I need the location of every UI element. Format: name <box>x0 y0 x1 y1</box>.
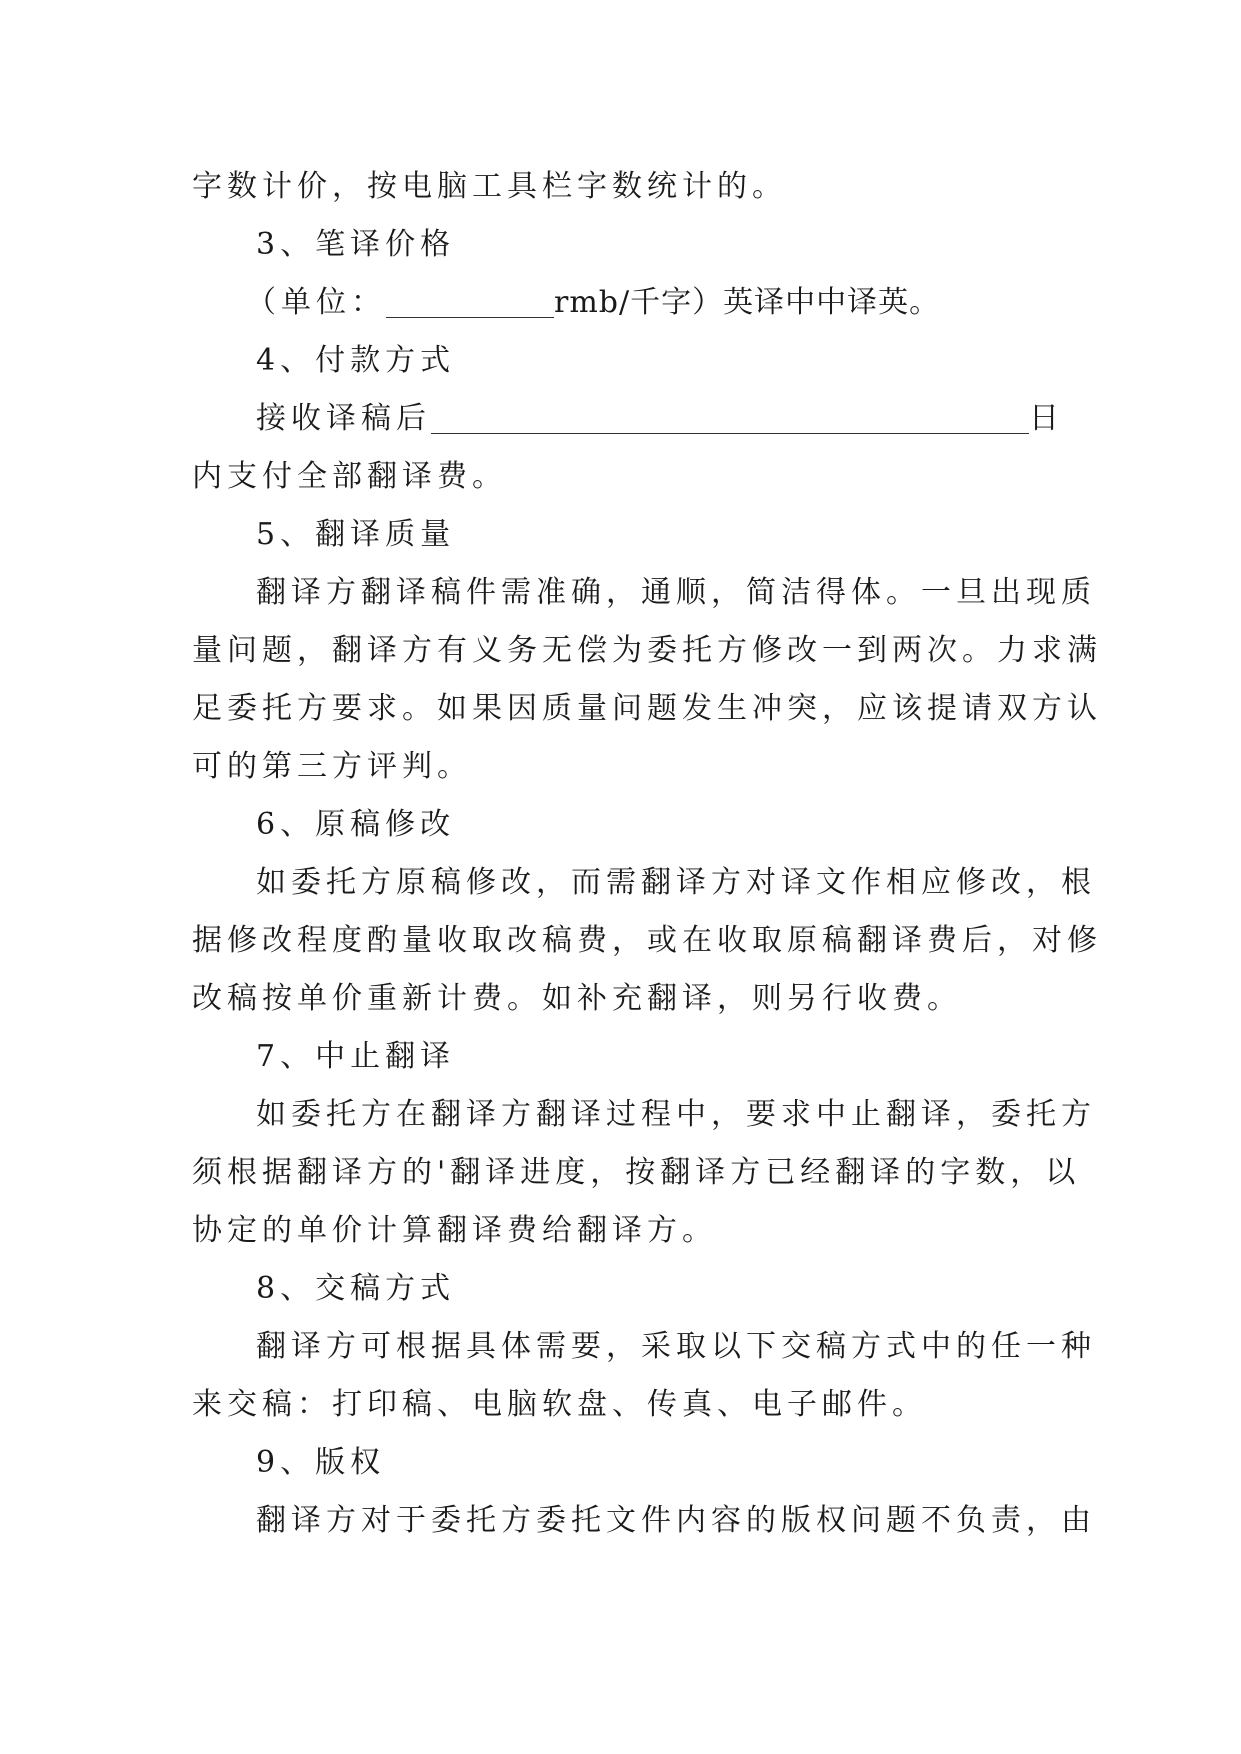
paragraph-line: 翻译方可根据具体需要，采取以下交稿方式中的任一种 <box>256 1329 1096 1364</box>
paragraph-line: 内支付全部翻译费。 <box>192 459 507 494</box>
section-heading-pricing: 3、笔译价格 <box>256 227 456 262</box>
paragraph-line: 足委托方要求。如果因质量问题发生冲突，应该提请双方认 <box>192 691 1102 726</box>
section-heading-payment: 4、付款方式 <box>256 343 456 378</box>
section-heading-revision: 6、原稿修改 <box>256 807 456 842</box>
paragraph-line: 字数计价，按电脑工具栏字数统计的。 <box>192 169 787 204</box>
payment-label: 接收译稿后 <box>256 401 431 436</box>
section-heading-copyright: 9、版权 <box>256 1445 386 1480</box>
payment-days-blank <box>431 399 1029 434</box>
paragraph-line: 量问题，翻译方有义务无偿为委托方修改一到两次。力求满 <box>192 633 1102 668</box>
price-blank <box>386 283 554 318</box>
paragraph-line: 须根据翻译方的'翻译进度，按翻译方已经翻译的字数，以 <box>192 1155 1081 1190</box>
payment-line <box>192 390 1064 448</box>
paragraph-line: 如委托方在翻译方翻译过程中，要求中止翻译，委托方 <box>256 1097 1096 1132</box>
paragraph-line: 来交稿：打印稿、电脑软盘、传真、电子邮件。 <box>192 1387 927 1422</box>
paragraph-line: 据修改程度酌量收取改稿费，或在收取原稿翻译费后，对修 <box>192 923 1102 958</box>
pricing-unit-suffix: rmb/千字）英译中中译英。 <box>554 285 941 320</box>
pricing-unit-line <box>192 274 1060 332</box>
paragraph-line: 协定的单价计算翻译费给翻译方。 <box>192 1213 717 1248</box>
payment-day-suffix: 日 <box>1029 401 1064 436</box>
paragraph-line: 改稿按单价重新计费。如补充翻译，则另行收费。 <box>192 981 962 1016</box>
section-heading-delivery: 8、交稿方式 <box>256 1271 456 1306</box>
paragraph-line: 翻译方翻译稿件需准确，通顺，简洁得体。一旦出现质 <box>256 575 1096 610</box>
paragraph-line: 翻译方对于委托方委托文件内容的版权问题不负责，由 <box>256 1503 1096 1538</box>
paragraph-line: 可的第三方评判。 <box>192 749 472 784</box>
document-body <box>192 158 1102 1550</box>
pricing-unit-label: （单位： <box>246 285 386 320</box>
section-heading-quality: 5、翻译质量 <box>256 517 456 552</box>
paragraph-line: 如委托方原稿修改，而需翻译方对译文作相应修改，根 <box>256 865 1096 900</box>
section-heading-suspension: 7、中止翻译 <box>256 1039 456 1074</box>
